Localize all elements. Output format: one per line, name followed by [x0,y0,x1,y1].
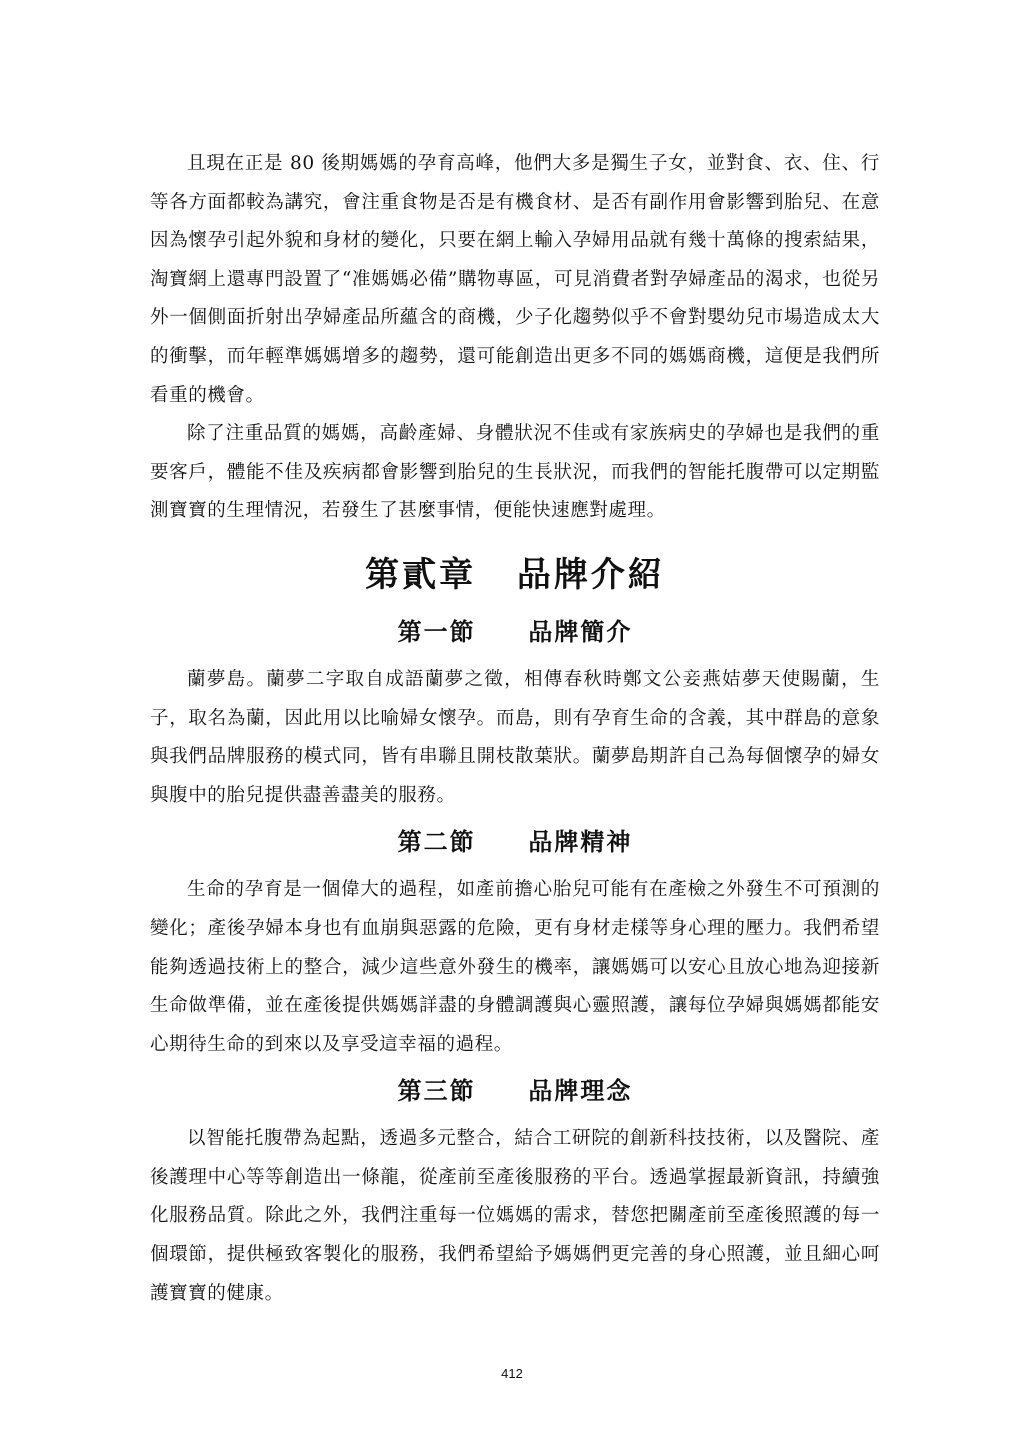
page-number: 412 [501,1366,523,1381]
intro-paragraph-2: 除了注重品質的媽媽，高齡產婦、身體狀況不佳或有家族病史的孕婦也是我們的重要客戶，體能不佳及疾病都會影響到胎兒的生長狀況，而我們的智能托腹帶可以定期監測寶寶的生理情況，若發生了甚麼事情，便能快速應對處理。 [150,423,880,522]
section-number: 第二節 [397,827,476,857]
chapter-number: 第貳章 [365,554,477,595]
section-paragraph-1: 蘭夢島。蘭夢二字取自成語蘭夢之徵，相傳春秋時鄭文公妾燕姞夢天使賜蘭，生子，取名為蘭，因此用以比喻婦女懷孕。而島，則有孕育生命的含義，其中群島的意象與我們品牌服務的模式同，皆有串聯且開枝散葉狀。蘭夢島期許自己為每個懷孕的婦女與腹中的胎兒提供盡善盡美的服務。 [150,668,880,806]
section-number: 第三節 [397,1076,476,1106]
section-paragraph-3: 以智能托腹帶為起點，透過多元整合，結合工研院的創新科技技術，以及醫院、產後護理中心等等創造出一條龍，從產前至產後服務的平台。透過掌握最新資訊，持續強化服務品質。除此之外，我們注重每一位媽媽的需求，替您把關產前至產後照護的每一個環節，提供極致客製化的服務，我們希望給予媽媽們更完善的身心照護，並且細心呵護寶寶的健康。 [150,1128,880,1304]
document-page [150,145,880,1313]
intro-paragraph-1: 且現在正是 80 後期媽媽的孕育高峰，他們大多是獨生子女，並對食、衣、住、行等各方面都較為講究，會注重食物是否是有機食材、是否有副作用會影響到胎兒、在意因為懷孕引起外貌和身材的變化，只要在網上輸入孕婦用品就有幾十萬條的搜索結果，淘寶網上還專門設置了“准媽媽必備”購物專區，可見消費者對孕婦產品的渴求，也從另外一個側面折射出孕婦產品所蘊含的商機，少子化趨勢似乎不會對嬰幼兒市場造成太大的衝擊，而年輕準媽媽增多的趨勢，還可能創造出更多不同的媽媽商機，這便是我們所看重的機會。 [150,153,880,406]
section-title: 品牌精神 [528,827,633,857]
chapter-title: 品牌介紹 [516,554,665,595]
section-heading-3 [150,1068,880,1114]
section-heading-1 [150,609,880,655]
section-title: 品牌理念 [528,1076,633,1106]
section-title: 品牌簡介 [528,616,633,646]
section-heading-2 [150,819,880,865]
chapter-heading [150,545,880,605]
section-paragraph-2: 生命的孕育是一個偉大的過程，如產前擔心胎兒可能有在產檢之外發生不可預測的變化；產後孕婦本身也有血崩與惡露的危險，更有身材走樣等身心理的壓力。我們希望能夠透過技術上的整合，減少這些意外發生的機率，讓媽媽可以安心且放心地為迎接新生命做準備，並在產後提供媽媽詳盡的身體調護與心靈照護，讓每位孕婦與媽媽都能安心期待生命的到來以及享受這幸福的過程。 [150,879,880,1055]
section-number: 第一節 [397,616,476,646]
